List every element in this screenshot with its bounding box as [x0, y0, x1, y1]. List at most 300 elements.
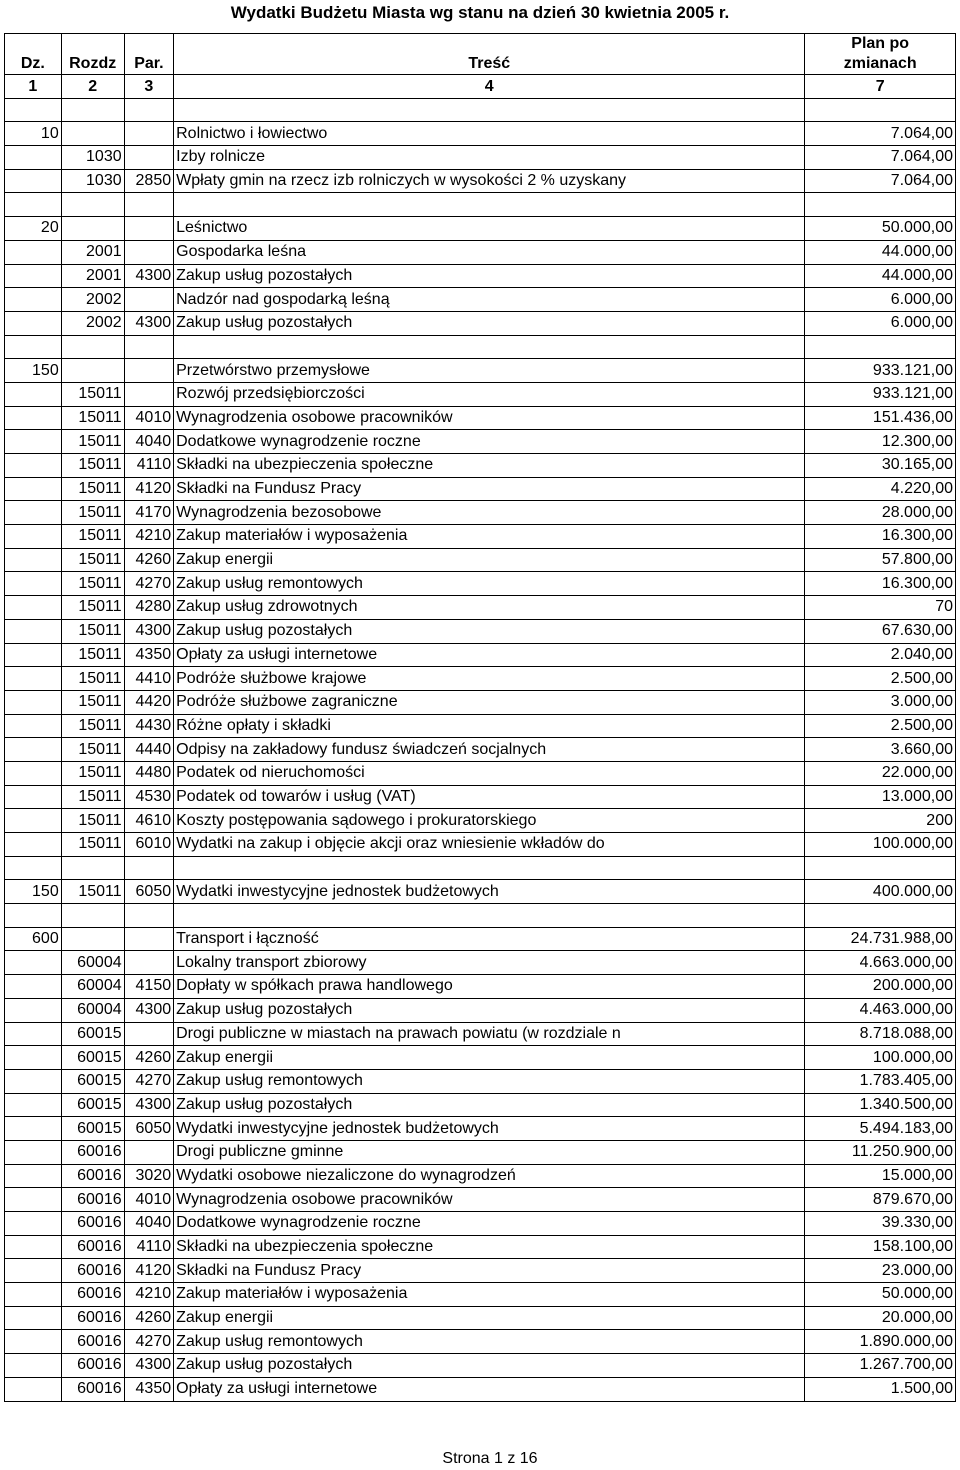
cell-dz [5, 311, 62, 335]
table-row [5, 1022, 956, 1046]
cell-rozdz: 60015 [61, 1046, 124, 1070]
cell-plan: 4.463.000,00 [805, 998, 956, 1022]
cell-tresc: Wynagrodzenia bezosobowe [174, 501, 805, 525]
cell-tresc: Przetwórstwo przemysłowe [174, 359, 805, 383]
colnum-par: 3 [124, 75, 174, 99]
cell-dz [5, 477, 62, 501]
cell-plan: 8.718.088,00 [805, 1022, 956, 1046]
cell-dz [5, 998, 62, 1022]
cell-dz [5, 643, 62, 667]
cell-dz [5, 406, 62, 430]
budget-table [4, 33, 956, 1402]
table-row [5, 98, 956, 122]
table-row [5, 975, 956, 999]
table-row [5, 430, 956, 454]
cell-plan: 15.000,00 [805, 1164, 956, 1188]
cell-rozdz [61, 193, 124, 217]
table-row [5, 667, 956, 691]
cell-par [124, 1140, 174, 1164]
cell-plan: 30.165,00 [805, 454, 956, 478]
cell-tresc: Dopłaty w spółkach prawa handlowego [174, 975, 805, 999]
table-row [5, 738, 956, 762]
cell-dz [5, 1330, 62, 1354]
cell-rozdz [61, 856, 124, 880]
table-row [5, 382, 956, 406]
table-row [5, 951, 956, 975]
cell-par [124, 382, 174, 406]
cell-par [124, 335, 174, 359]
cell-dz [5, 667, 62, 691]
cell-tresc: Izby rolnicze [174, 146, 805, 170]
table-row [5, 643, 956, 667]
cell-dz [5, 1259, 62, 1283]
cell-par: 4440 [124, 738, 174, 762]
cell-plan: 22.000,00 [805, 761, 956, 785]
table-row [5, 1259, 956, 1283]
cell-tresc: Rolnictwo i łowiectwo [174, 122, 805, 146]
cell-rozdz: 60016 [61, 1259, 124, 1283]
table-row [5, 454, 956, 478]
header-dz: Dz. [5, 34, 62, 75]
cell-tresc: Dodatkowe wynagrodzenie roczne [174, 1212, 805, 1236]
cell-plan: 4.663.000,00 [805, 951, 956, 975]
cell-rozdz [61, 98, 124, 122]
table-row [5, 406, 956, 430]
cell-tresc: Różne opłaty i składki [174, 714, 805, 738]
cell-plan: 4.220,00 [805, 477, 956, 501]
cell-dz [5, 856, 62, 880]
cell-par [124, 193, 174, 217]
cell-plan: 158.100,00 [805, 1235, 956, 1259]
cell-rozdz: 15011 [61, 572, 124, 596]
header-rozdz: Rozdz [61, 34, 124, 75]
cell-tresc: Odpisy na zakładowy fundusz świadczeń socjalnych [174, 738, 805, 762]
cell-rozdz: 60016 [61, 1188, 124, 1212]
cell-plan: 200.000,00 [805, 975, 956, 999]
cell-plan: 7.064,00 [805, 169, 956, 193]
cell-plan: 44.000,00 [805, 240, 956, 264]
cell-rozdz: 60004 [61, 998, 124, 1022]
cell-par: 4480 [124, 761, 174, 785]
cell-tresc: Wydatki inwestycyjne jednostek budżetowych [174, 1117, 805, 1141]
cell-tresc: Składki na ubezpieczenia społeczne [174, 1235, 805, 1259]
cell-plan: 6.000,00 [805, 311, 956, 335]
cell-rozdz: 15011 [61, 667, 124, 691]
cell-rozdz: 60015 [61, 1117, 124, 1141]
table-row [5, 1093, 956, 1117]
cell-dz [5, 98, 62, 122]
cell-rozdz: 60004 [61, 975, 124, 999]
cell-tresc: Wydatki inwestycyjne jednostek budżetowych [174, 880, 805, 904]
table-row [5, 619, 956, 643]
cell-dz [5, 1140, 62, 1164]
cell-tresc: Nadzór nad gospodarką leśną [174, 288, 805, 312]
cell-tresc: Podatek od nieruchomości [174, 761, 805, 785]
cell-tresc: Opłaty za usługi internetowe [174, 1377, 805, 1401]
cell-rozdz: 15011 [61, 785, 124, 809]
cell-rozdz [61, 904, 124, 928]
cell-tresc: Zakup usług pozostałych [174, 1093, 805, 1117]
cell-par: 4420 [124, 690, 174, 714]
cell-rozdz: 60015 [61, 1093, 124, 1117]
cell-rozdz: 60015 [61, 1069, 124, 1093]
header-plan [805, 34, 956, 75]
table-row [5, 927, 956, 951]
cell-tresc: Wynagrodzenia osobowe pracowników [174, 1188, 805, 1212]
cell-rozdz: 60016 [61, 1212, 124, 1236]
cell-plan: 200 [805, 809, 956, 833]
cell-rozdz: 60016 [61, 1235, 124, 1259]
cell-rozdz: 2001 [61, 264, 124, 288]
cell-tresc: Podatek od towarów i usług (VAT) [174, 785, 805, 809]
cell-tresc: Składki na Fundusz Pracy [174, 477, 805, 501]
table-row [5, 1140, 956, 1164]
cell-par: 4260 [124, 1306, 174, 1330]
cell-plan: 2.500,00 [805, 714, 956, 738]
cell-tresc [174, 98, 805, 122]
cell-tresc: Zakup usług remontowych [174, 572, 805, 596]
cell-par: 4110 [124, 1235, 174, 1259]
cell-dz [5, 382, 62, 406]
cell-par: 4350 [124, 643, 174, 667]
cell-plan: 23.000,00 [805, 1259, 956, 1283]
cell-plan: 7.064,00 [805, 146, 956, 170]
cell-par: 6010 [124, 833, 174, 857]
cell-tresc: Zakup energii [174, 1306, 805, 1330]
cell-plan [805, 904, 956, 928]
cell-plan: 1.890.000,00 [805, 1330, 956, 1354]
cell-tresc: Wynagrodzenia osobowe pracowników [174, 406, 805, 430]
cell-tresc: Zakup materiałów i wyposażenia [174, 525, 805, 549]
cell-dz [5, 1022, 62, 1046]
header-tresc: Treść [174, 34, 805, 75]
table-row [5, 264, 956, 288]
cell-dz [5, 785, 62, 809]
cell-rozdz: 60016 [61, 1377, 124, 1401]
cell-plan: 1.267.700,00 [805, 1354, 956, 1378]
cell-plan: 1.340.500,00 [805, 1093, 956, 1117]
cell-par: 4110 [124, 454, 174, 478]
cell-plan: 28.000,00 [805, 501, 956, 525]
table-row [5, 880, 956, 904]
cell-plan: 39.330,00 [805, 1212, 956, 1236]
cell-dz [5, 1283, 62, 1307]
cell-dz [5, 809, 62, 833]
cell-tresc: Wydatki na zakup i objęcie akcji oraz wniesienie wkładów do [174, 833, 805, 857]
cell-par: 4260 [124, 548, 174, 572]
cell-par [124, 122, 174, 146]
cell-par: 4210 [124, 1283, 174, 1307]
cell-par: 4610 [124, 809, 174, 833]
cell-plan: 100.000,00 [805, 833, 956, 857]
cell-par: 4300 [124, 1093, 174, 1117]
header-par: Par. [124, 34, 174, 75]
cell-rozdz: 15011 [61, 525, 124, 549]
header-row [5, 34, 956, 75]
cell-rozdz: 15011 [61, 714, 124, 738]
cell-plan: 151.436,00 [805, 406, 956, 430]
table-row [5, 785, 956, 809]
cell-par: 6050 [124, 1117, 174, 1141]
cell-par: 4270 [124, 1330, 174, 1354]
cell-tresc: Zakup usług zdrowotnych [174, 596, 805, 620]
cell-par: 4300 [124, 619, 174, 643]
cell-par: 4530 [124, 785, 174, 809]
cell-plan: 100.000,00 [805, 1046, 956, 1070]
cell-rozdz [61, 359, 124, 383]
cell-dz: 150 [5, 359, 62, 383]
document-title: Wydatki Budżetu Miasta wg stanu na dzień 30 kwietnia 2005 r. [230, 3, 730, 22]
colnum-rozdz: 2 [61, 75, 124, 99]
header-plan-line1: Plan po [851, 35, 910, 52]
cell-tresc [174, 856, 805, 880]
cell-par: 4300 [124, 1354, 174, 1378]
cell-par: 4040 [124, 430, 174, 454]
cell-par [124, 217, 174, 241]
cell-rozdz: 60016 [61, 1164, 124, 1188]
cell-rozdz: 15011 [61, 833, 124, 857]
table-body [5, 98, 956, 1401]
cell-dz [5, 1188, 62, 1212]
cell-tresc: Zakup usług remontowych [174, 1069, 805, 1093]
cell-par: 4280 [124, 596, 174, 620]
cell-rozdz: 60016 [61, 1330, 124, 1354]
table-row [5, 311, 956, 335]
cell-dz [5, 1046, 62, 1070]
cell-tresc: Leśnictwo [174, 217, 805, 241]
cell-rozdz [61, 927, 124, 951]
cell-tresc [174, 335, 805, 359]
cell-par: 4010 [124, 1188, 174, 1212]
cell-tresc: Zakup usług pozostałych [174, 264, 805, 288]
cell-rozdz: 2001 [61, 240, 124, 264]
cell-par: 4120 [124, 1259, 174, 1283]
cell-dz [5, 833, 62, 857]
cell-plan: 20.000,00 [805, 1306, 956, 1330]
cell-rozdz: 60016 [61, 1306, 124, 1330]
cell-tresc: Drogi publiczne gminne [174, 1140, 805, 1164]
cell-rozdz: 2002 [61, 311, 124, 335]
table-row [5, 1354, 956, 1378]
cell-rozdz: 15011 [61, 809, 124, 833]
table-row [5, 217, 956, 241]
cell-plan: 12.300,00 [805, 430, 956, 454]
cell-tresc: Rozwój przedsiębiorczości [174, 382, 805, 406]
cell-rozdz [61, 217, 124, 241]
cell-tresc: Zakup usług pozostałych [174, 998, 805, 1022]
page-footer: Strona 1 z 16 [442, 1450, 538, 1467]
cell-rozdz: 15011 [61, 548, 124, 572]
cell-par [124, 951, 174, 975]
cell-par: 4270 [124, 572, 174, 596]
cell-plan: 879.670,00 [805, 1188, 956, 1212]
cell-par: 4120 [124, 477, 174, 501]
cell-dz [5, 288, 62, 312]
table-row [5, 809, 956, 833]
cell-plan: 1.783.405,00 [805, 1069, 956, 1093]
table-row [5, 240, 956, 264]
cell-tresc: Wydatki osobowe niezaliczone do wynagrodzeń [174, 1164, 805, 1188]
table-row [5, 501, 956, 525]
cell-dz: 600 [5, 927, 62, 951]
cell-par: 3020 [124, 1164, 174, 1188]
table-row [5, 288, 956, 312]
cell-par: 4170 [124, 501, 174, 525]
cell-plan: 50.000,00 [805, 217, 956, 241]
table-row [5, 1046, 956, 1070]
table-row [5, 572, 956, 596]
cell-rozdz [61, 335, 124, 359]
table-row [5, 690, 956, 714]
cell-plan: 16.300,00 [805, 572, 956, 596]
cell-dz [5, 525, 62, 549]
table-row [5, 169, 956, 193]
table-row [5, 1188, 956, 1212]
cell-plan: 1.500,00 [805, 1377, 956, 1401]
cell-dz [5, 690, 62, 714]
cell-dz: 20 [5, 217, 62, 241]
cell-rozdz: 60016 [61, 1140, 124, 1164]
table-row [5, 1212, 956, 1236]
colnum-tresc: 4 [174, 75, 805, 99]
cell-dz [5, 335, 62, 359]
cell-tresc: Opłaty za usługi internetowe [174, 643, 805, 667]
cell-dz [5, 761, 62, 785]
cell-dz [5, 1235, 62, 1259]
cell-plan: 44.000,00 [805, 264, 956, 288]
column-number-row [5, 75, 956, 99]
cell-dz [5, 454, 62, 478]
cell-dz [5, 169, 62, 193]
cell-tresc: Gospodarka leśna [174, 240, 805, 264]
cell-dz [5, 1377, 62, 1401]
table-row [5, 193, 956, 217]
cell-plan: 3.660,00 [805, 738, 956, 762]
cell-par: 4430 [124, 714, 174, 738]
cell-plan: 16.300,00 [805, 525, 956, 549]
cell-par [124, 1022, 174, 1046]
cell-rozdz: 15011 [61, 430, 124, 454]
cell-rozdz: 60016 [61, 1283, 124, 1307]
cell-tresc: Zakup usług pozostałych [174, 311, 805, 335]
cell-tresc: Składki na ubezpieczenia społeczne [174, 454, 805, 478]
cell-par: 4410 [124, 667, 174, 691]
cell-par: 6050 [124, 880, 174, 904]
table-row [5, 525, 956, 549]
cell-dz [5, 572, 62, 596]
cell-par: 4010 [124, 406, 174, 430]
cell-plan [805, 98, 956, 122]
table-row [5, 477, 956, 501]
cell-tresc: Zakup usług remontowych [174, 1330, 805, 1354]
cell-dz [5, 501, 62, 525]
header-plan-line2: zmianach [843, 55, 917, 72]
cell-tresc: Wpłaty gmin na rzecz izb rolniczych w wysokości 2 % uzyskany [174, 169, 805, 193]
cell-dz [5, 738, 62, 762]
cell-rozdz: 60015 [61, 1022, 124, 1046]
cell-plan: 57.800,00 [805, 548, 956, 572]
cell-par: 4040 [124, 1212, 174, 1236]
cell-par: 4300 [124, 264, 174, 288]
cell-rozdz: 15011 [61, 761, 124, 785]
cell-dz [5, 619, 62, 643]
cell-plan [805, 856, 956, 880]
cell-tresc [174, 193, 805, 217]
table-row [5, 122, 956, 146]
table-row [5, 1377, 956, 1401]
colnum-dz: 1 [5, 75, 62, 99]
cell-tresc: Podróże służbowe krajowe [174, 667, 805, 691]
cell-dz: 150 [5, 880, 62, 904]
cell-tresc: Zakup materiałów i wyposażenia [174, 1283, 805, 1307]
table-row [5, 833, 956, 857]
cell-dz [5, 904, 62, 928]
cell-par: 4350 [124, 1377, 174, 1401]
cell-dz [5, 240, 62, 264]
cell-rozdz: 60016 [61, 1354, 124, 1378]
cell-par [124, 927, 174, 951]
cell-dz [5, 264, 62, 288]
table-row [5, 1306, 956, 1330]
table-row [5, 761, 956, 785]
cell-par [124, 240, 174, 264]
cell-dz [5, 430, 62, 454]
cell-tresc: Koszty postępowania sądowego i prokuratorskiego [174, 809, 805, 833]
cell-dz [5, 1117, 62, 1141]
cell-tresc: Dodatkowe wynagrodzenie roczne [174, 430, 805, 454]
cell-plan [805, 193, 956, 217]
cell-dz [5, 714, 62, 738]
cell-par: 4270 [124, 1069, 174, 1093]
cell-dz [5, 1069, 62, 1093]
cell-plan: 6.000,00 [805, 288, 956, 312]
cell-plan: 2.040,00 [805, 643, 956, 667]
cell-par [124, 359, 174, 383]
cell-rozdz: 15011 [61, 501, 124, 525]
cell-rozdz: 15011 [61, 690, 124, 714]
table-row [5, 1283, 956, 1307]
cell-tresc: Lokalny transport zbiorowy [174, 951, 805, 975]
table-row [5, 998, 956, 1022]
cell-dz [5, 1212, 62, 1236]
cell-plan: 933.121,00 [805, 382, 956, 406]
cell-tresc: Zakup energii [174, 548, 805, 572]
cell-plan: 7.064,00 [805, 122, 956, 146]
cell-rozdz: 2002 [61, 288, 124, 312]
cell-par: 4150 [124, 975, 174, 999]
cell-dz [5, 548, 62, 572]
cell-tresc: Transport i łączność [174, 927, 805, 951]
cell-rozdz: 1030 [61, 169, 124, 193]
cell-plan: 933.121,00 [805, 359, 956, 383]
cell-plan: 50.000,00 [805, 1283, 956, 1307]
cell-rozdz: 15011 [61, 406, 124, 430]
cell-par: 4300 [124, 998, 174, 1022]
table-row [5, 1117, 956, 1141]
cell-rozdz: 15011 [61, 454, 124, 478]
cell-tresc [174, 904, 805, 928]
cell-tresc: Podróże służbowe zagraniczne [174, 690, 805, 714]
cell-plan: 13.000,00 [805, 785, 956, 809]
cell-plan: 70 [805, 596, 956, 620]
cell-tresc: Drogi publiczne w miastach na prawach powiatu (w rozdziale n [174, 1022, 805, 1046]
cell-par: 4300 [124, 311, 174, 335]
cell-plan: 11.250.900,00 [805, 1140, 956, 1164]
cell-rozdz: 15011 [61, 477, 124, 501]
cell-plan [805, 335, 956, 359]
table-row [5, 335, 956, 359]
cell-par [124, 856, 174, 880]
